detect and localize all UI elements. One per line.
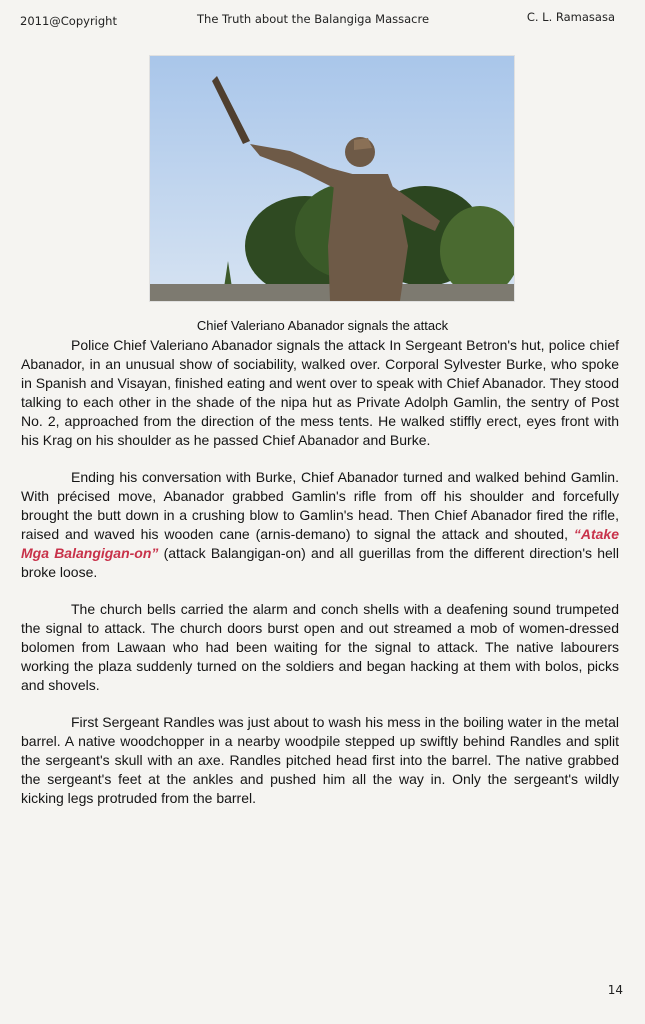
paragraph-text: (attack Balangigan-on) and all guerillas from the different direction's hell broke loose. (21, 545, 619, 580)
page-number: 14 (607, 983, 623, 997)
book-title: The Truth about the Balangiga Massacre (197, 12, 430, 26)
page-header (0, 10, 645, 30)
battle-cry-quote: “Atake Mga Balangigan-on” (21, 526, 619, 561)
paragraph: The church bells carried the alarm and conch shells with a deafening sound trumpeted the signal to attack. The church doors burst open and out streamed a mob of women-dressed bolomen from Lawaan who had been waiting for the signal to attack. The native labourers working the plaza suddenly turned on the soldiers and began hacking at them with bolos, picks and shovels. (21, 601, 619, 693)
article-body (21, 336, 619, 826)
author-name: C. L. Ramasasa (526, 10, 615, 24)
paragraph (21, 468, 619, 582)
paragraph-text: Ending his conversation with Burke, Chief Abanador turned and walked behind Gamlin. With précised move, Abanador grabbed Gamlin's rifle from off his shoulder and forcefully brought the butt down in a crushing blow to Gamlin's head. Then Chief Abanador fired the rifle, raised and waved his wooden cane (arnis-demano) to signal the attack and shouted, (21, 469, 619, 542)
statue-photo (149, 55, 515, 302)
copyright-label: 2011@Copyright (20, 14, 117, 28)
paragraph: Police Chief Valeriano Abanador signals the attack In Sergeant Betron's hut, police chief Abanador, in an unusual show of sociability, walked over. Corporal Sylvester Burke, who spoke in Spanish and Visayan, finished eating and went over to speak with Chief Abanador. They stood talking to each other in the shade of the nipa hut as Private Adolph Gamlin, the sentry of Post No. 2, approached from the direction of the mess tents. He walked stiffly erect, eyes front with his Krag on his shoulder as he passed Chief Abanador and Burke. (21, 337, 619, 448)
figure-caption: Chief Valeriano Abanador signals the attack (196, 318, 449, 333)
paragraph: First Sergeant Randles was just about to wash his mess in the boiling water in the metal barrel. A native woodchopper in a nearby woodpile stepped up swiftly behind Randles and split the sergeant's skull with an axe. Randles pitched head first into the barrel. The native grabbed the sergeant's feet at the ankles and pushed him all the way in. Only the sergeant's wildly kicking legs protruded from the barrel. (21, 714, 619, 806)
